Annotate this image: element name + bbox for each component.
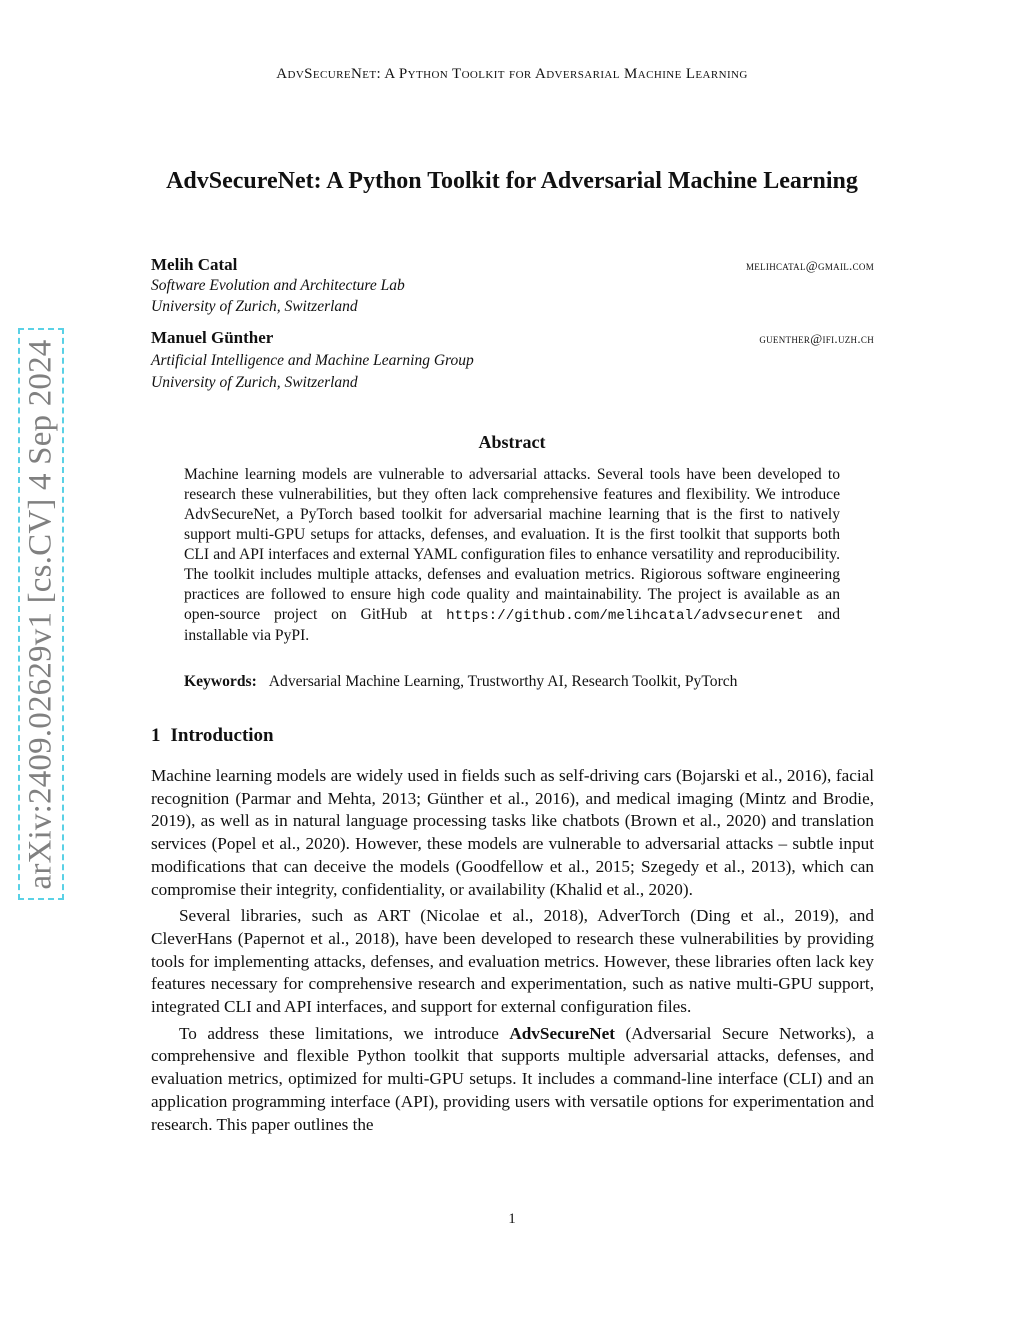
author-name: Manuel Günther <box>151 328 274 347</box>
introduction-body <box>151 765 874 1140</box>
author-affiliation: University of Zurich, Switzerland <box>151 298 358 315</box>
author-email[interactable]: guenther@ifi.uzh.ch <box>759 331 874 346</box>
abstract-body <box>184 465 840 646</box>
author-affiliation: University of Zurich, Switzerland <box>151 374 358 391</box>
author-affiliation: Software Evolution and Architecture Lab <box>151 277 405 294</box>
section-heading <box>151 725 274 747</box>
page-number: 1 <box>508 1211 516 1227</box>
author-block-2 <box>151 328 874 393</box>
keywords-value: Adversarial Machine Learning, Trustworthy AI, Research Toolkit, PyTorch <box>268 673 738 690</box>
intro-text: (Adversarial Secure Networks), a comprehensive and flexible Python toolkit that supports multiple adversarial attacks, defenses, and evaluation metrics, optimized for multi-GPU setups. It includes a command-line interface (CLI) and an application programming interface (API), providing users with versatile options for experimentation and research. This paper outlines the <box>151 1023 874 1134</box>
author-email[interactable]: melihcatal@gmail.com <box>746 258 874 273</box>
abstract-heading: Abstract <box>478 432 546 452</box>
section-title: Introduction <box>170 725 274 746</box>
github-link[interactable]: https://github.com/melihcatal/advsecurenet <box>446 608 804 624</box>
abstract-text: Machine learning models are vulnerable to adversarial attacks. Several tools have been developed to research these vulnerabilities, but they often lack comprehensive features and flexibility. We introduce AdvSecureNet, a PyTorch based toolkit for adversarial machine learning that is the first to natively support multi-GPU setups for attacks, defenses, and evaluation. It is the first toolkit that supports both CLI and API interfaces and external YAML configuration files to enhance versatility and reproducibility. The toolkit includes multiple attacks, defenses and evaluation metrics. Rigiorous software engineering practices are followed to ensure high code quality and maintainability. The project is available as an open-source project on GitHub at <box>184 466 840 623</box>
author-affiliation: Artificial Intelligence and Machine Learning Group <box>151 352 474 369</box>
intro-text: To address these limitations, we introduce <box>179 1023 499 1043</box>
keywords <box>184 672 844 692</box>
intro-paragraph <box>151 1023 874 1137</box>
keywords-label: Keywords: <box>184 673 257 690</box>
arxiv-stamp[interactable] <box>18 328 64 900</box>
section-number: 1 <box>151 725 161 746</box>
arxiv-stamp-label: arXiv:2409.02629v1 [cs.CV] 4 Sep 2024 <box>22 338 59 890</box>
paper-title: AdvSecureNet: A Python Toolkit for Adversarial Machine Learning <box>166 168 858 194</box>
abstract-text-end: and installable via PyPI. <box>184 606 840 644</box>
intro-paragraph: Machine learning models are widely used in fields such as self-driving cars (Bojarski et al., 2016), facial recognition (Parmar and Mehta, 2013; Günther et al., 2016), and medical imaging (Mintz and Brodie, 2019), as well as in natural language processing tasks like chatbots (Brown et al., 2020) and translation services (Popel et al., 2020). However, these models are vulnerable to adversarial attacks – subtle input modifications that can deceive the models (Goodfellow et al., 2015; Szegedy et al., 2013), which can compromise their integrity, confidentiality, or availability (Khalid et al., 2020). <box>151 766 874 899</box>
toolkit-name: AdvSecureNet <box>509 1023 615 1043</box>
intro-paragraph: Several libraries, such as ART (Nicolae et al., 2018), AdverTorch (Ding et al., 2019), and CleverHans (Papernot et al., 2018), have been developed to research these vulnerabilities by providing tools for implementing attacks, defenses, and evaluation metrics. However, these libraries often lack key features necessary for comprehensive research and experimentation, such as native multi-GPU support, integrated CLI and API interfaces, and support for external configuration files. <box>151 906 874 1017</box>
author-block-1 <box>151 255 874 317</box>
author-name: Melih Catal <box>151 255 238 274</box>
running-header: AdvSecureNet: A Python Toolkit for Adversarial Machine Learning <box>276 66 748 82</box>
